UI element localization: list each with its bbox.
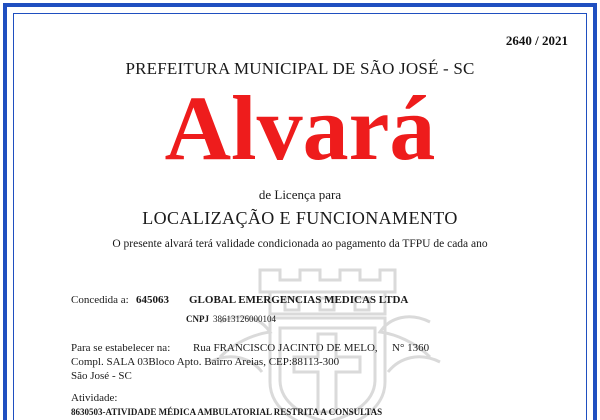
address-line2: Compl. SALA 03Bloco Apto. Bairro Areias, CEP:88113-300 [71, 356, 340, 368]
address-number: N° 1360 [392, 342, 430, 354]
municipality-heading: PREFEITURA MUNICIPAL DE SÃO JOSÉ - SC [125, 59, 475, 78]
cnpj-value: 38613126000104 [213, 314, 276, 324]
document-title: Alvará [164, 77, 436, 179]
validity-note: O presente alvará terá validade condicionada ao pagamento da TFPU de cada ano [112, 238, 488, 250]
license-type: LOCALIZAÇÃO E FUNCIONAMENTO [142, 208, 458, 228]
license-for-label: de Licença para [258, 187, 342, 202]
address-street: Rua FRANCISCO JACINTO DE MELO, [193, 342, 378, 354]
address-city: São José - SC [71, 370, 132, 382]
granted-code: 645063 [136, 294, 169, 306]
company-name: GLOBAL EMERGENCIAS MEDICAS LTDA [189, 294, 409, 306]
address-label: Para se estabelecer na: [71, 342, 171, 354]
cnpj-label: CNPJ [186, 314, 209, 324]
activity-description: 8630503-ATIVIDADE MÉDICA AMBULATORIAL RESTRITA A CONSULTAS [71, 407, 383, 417]
coat-of-arms-watermark-icon [200, 262, 450, 420]
granted-label: Concedida a: [71, 294, 129, 306]
alvara-number: 2640 / 2021 [505, 33, 568, 48]
activity-label: Atividade: [71, 392, 118, 404]
